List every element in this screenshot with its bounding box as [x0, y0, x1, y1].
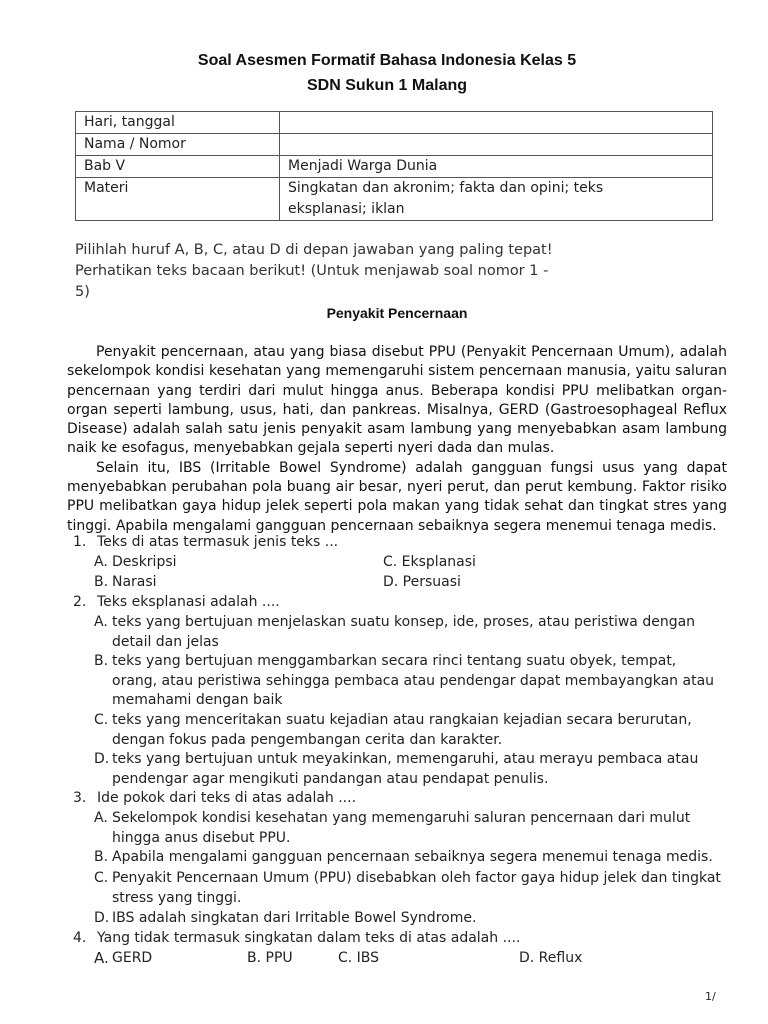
question-text: Ide pokok dari teks di atas adalah ....: [97, 790, 357, 806]
question-text: Yang tidak termasuk singkatan dalam teks di atas adalah ....: [97, 930, 521, 946]
passage-title: Penyakit Pencernaan: [326, 305, 468, 321]
option-text: Sekelompok kondisi kesehatan yang memengaruhi saluran pencernaan dari mulut hingga anus disebut PPU.: [112, 810, 691, 846]
option-3c[interactable]: [0, 869, 768, 909]
option-text: D. Persuasi: [383, 574, 461, 590]
option-text: D. Reflux: [519, 950, 583, 966]
identity-table: [75, 111, 713, 221]
option-text: IBS adalah singkatan dari Irritable Bowel Syndrome.: [112, 910, 477, 926]
table-row: [76, 156, 713, 178]
option-2b[interactable]: [0, 652, 768, 712]
option-label: A.: [94, 614, 108, 630]
option-text: Penyakit Pencernaan Umum (PPU) disebabkan oleh factor gaya hidup jelek dan tingkat stress yang tinggi.: [112, 870, 721, 906]
option-text: teks yang bertujuan untuk meyakinkan, memengaruhi, atau merayu pembaca atau pendengar agar mengikuti pandangan atau pendapat penulis.: [112, 751, 699, 787]
question-4: [0, 929, 768, 949]
table-cell-value[interactable]: [280, 112, 713, 134]
option-3d[interactable]: [0, 909, 768, 929]
option-label: C.: [94, 870, 109, 886]
document-title-line1: Soal Asesmen Formatif Bahasa Indonesia Kelas 5: [197, 52, 577, 69]
option-label: B.: [94, 574, 109, 590]
option-text: B. PPU: [247, 950, 293, 966]
option-label: B.: [94, 653, 109, 669]
option-label: A.: [94, 810, 108, 826]
option-4a[interactable]: [0, 949, 240, 969]
question-number: 4.: [73, 930, 87, 946]
option-1a[interactable]: [0, 553, 380, 573]
passage-paragraph: Selain itu, IBS (Irritable Bowel Syndrome) adalah gangguan fungsi usus yang dapat menyebabkan perubahan pola buang air besar, nyeri perut, dan perut kembung. Faktor risiko PPU melibatkan gaya hidup jelek seperti pola makan yang tidak sehat dan tingkat stres yang tinggi. Apabila mengalami gangguan pencernaan sebaiknya segera menemui tenaga medis.: [67, 459, 727, 534]
table-cell-label: Nama / Nomor: [76, 134, 280, 156]
question-1: [0, 533, 768, 553]
page-number: 1/: [705, 990, 716, 1003]
option-text: C. Eksplanasi: [383, 554, 476, 570]
option-text: GERD: [112, 950, 153, 966]
question-text: Teks eksplanasi adalah ....: [97, 594, 280, 610]
table-row: [76, 134, 713, 156]
question-number: 1.: [73, 534, 87, 550]
option-2c[interactable]: [0, 711, 768, 751]
option-label: A.: [94, 949, 109, 967]
option-text: teks yang bertujuan menjelaskan suatu konsep, ide, proses, atau peristiwa dengan detail dan jelas: [112, 614, 696, 650]
option-4b[interactable]: [247, 949, 327, 969]
option-text: teks yang menceritakan suatu kejadian atau rangkaian kejadian secara berurutan, dengan fokus pada pengembangan cerita dan karakter.: [112, 712, 692, 748]
option-label: B.: [94, 849, 109, 865]
table-cell-label: Materi: [76, 178, 280, 221]
option-1b[interactable]: [0, 573, 380, 593]
question-number: 3.: [73, 790, 87, 806]
table-row: [76, 112, 713, 134]
option-label: D.: [94, 910, 110, 926]
option-text: teks yang bertujuan menggambarkan secara rinci tentang suatu obyek, tempat, orang, atau peristiwa sehingga pembaca atau pendengar dapat membayangkan atau memahami dengan baik: [112, 653, 715, 708]
question-3: [0, 789, 768, 809]
table-cell-label: Bab V: [76, 156, 280, 178]
option-text: Deskripsi: [112, 554, 177, 570]
table-row: [76, 178, 713, 221]
option-2a[interactable]: [0, 613, 768, 653]
option-1c[interactable]: [383, 553, 683, 573]
option-text: C. IBS: [338, 950, 380, 966]
option-3a[interactable]: [0, 809, 768, 849]
document-title-line2: SDN Sukun 1 Malang: [306, 77, 468, 94]
table-cell-label: Hari, tanggal: [76, 112, 280, 134]
instruction-text: Pilihlah huruf A, B, C, atau D di depan jawaban yang paling tepat! Perhatikan teks bacaan berikut! (Untuk menjawab soal nomor 1 - 5): [75, 242, 553, 300]
option-2d[interactable]: [0, 750, 768, 790]
option-label: A.: [94, 554, 108, 570]
question-number: 2.: [73, 594, 87, 610]
option-label: C.: [94, 712, 109, 728]
table-cell-value[interactable]: [280, 134, 713, 156]
option-3b[interactable]: [0, 848, 768, 868]
option-text: Narasi: [112, 574, 157, 590]
option-4c[interactable]: [338, 949, 458, 969]
passage-paragraph: Penyakit pencernaan, atau yang biasa disebut PPU (Penyakit Pencernaan Umum), adalah sekelompok kondisi kesehatan yang memengaruhi sistem pencernaan manusia, yaitu saluran pencernaan yang terdiri dari mulut hingga anus. Beberapa kondisi PPU melibatkan organ-organ seperti lambung, usus, hati, dan pankreas. Misalnya, GERD (Gastroesophageal Reflux Disease) adalah salah satu jenis penyakit asam lambung yang menyebabkan asam lambung naik ke esofagus, menyebabkan gejala seperti nyeri dada dan mulas.: [67, 344, 727, 457]
option-1d[interactable]: [383, 573, 683, 593]
question-2: [0, 593, 768, 613]
passage-body: [67, 343, 727, 536]
table-cell-value: Singkatan dan akronim; fakta dan opini; teks eksplanasi; iklan: [280, 178, 713, 221]
option-label: D.: [94, 751, 110, 767]
option-4d[interactable]: [519, 949, 669, 969]
question-text: Teks di atas termasuk jenis teks ...: [97, 534, 339, 550]
option-text: Apabila mengalami gangguan pencernaan sebaiknya segera menemui tenaga medis.: [112, 849, 713, 865]
table-cell-value: Menjadi Warga Dunia: [280, 156, 713, 178]
